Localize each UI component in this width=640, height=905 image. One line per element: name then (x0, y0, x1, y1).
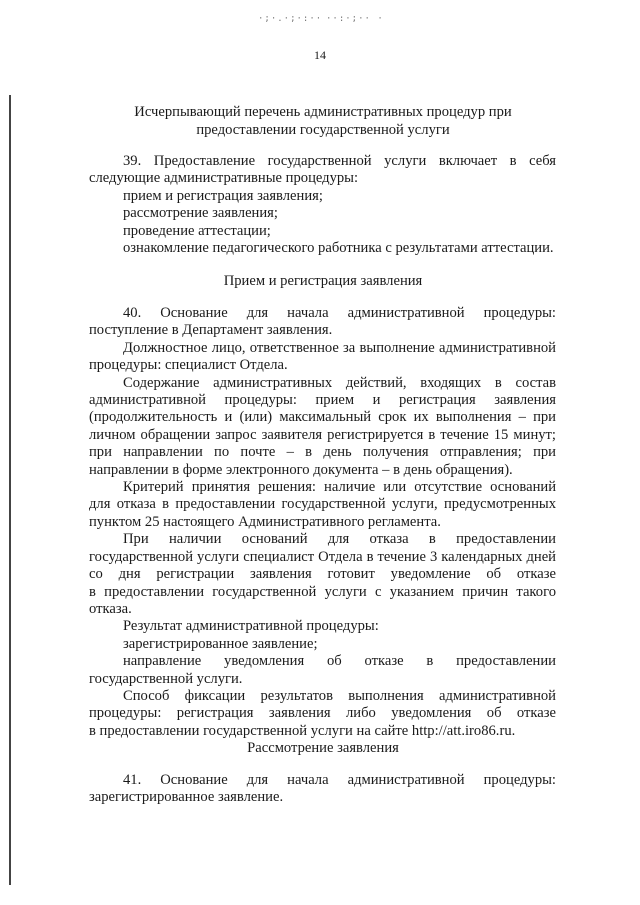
p40-line: государственной услуги специалист Отдела в течение 3 календарных дней (89, 548, 556, 565)
list-item: прием и регистрация заявления; (123, 187, 323, 204)
p40-line: Содержание административных действий, входящих в состав (123, 374, 556, 391)
list-item: рассмотрение заявления; (123, 205, 278, 222)
section-heading-review: Рассмотрение заявления (247, 740, 399, 756)
p40-line: для отказа в предоставлении государственной услуги, предусмотренных (89, 496, 556, 513)
list-item: ознакомление педагогического работника с результатами аттестации. (123, 240, 554, 257)
title-line-2: предоставлении государственной услуги (196, 122, 450, 138)
p40-line: в предоставлении государственной услуги с указанием причин такого (89, 583, 556, 600)
p40-line: личном обращении запрос заявителя регистрируется в течение 15 минут; (89, 426, 556, 443)
p40-line: При наличии оснований для отказа в предоставлении (123, 531, 556, 548)
p40-line: процедуры: специалист Отдела. (89, 357, 288, 374)
section-title (90, 103, 556, 139)
p41-line-1: 41. Основание для начала административной процедуры: (123, 772, 556, 788)
p40-line: отказа. (89, 600, 132, 617)
p40-line: при направлении по почте – в день получения отправления; при (89, 444, 556, 461)
p40-line: направление уведомления об отказе в предоставлении (123, 653, 556, 670)
p40-line: 40. Основание для начала административной процедуры: (123, 305, 556, 321)
p39-line-1: 39. Предоставление государственной услуги включает в себя (123, 153, 556, 169)
scan-mark-left: ·;·.·;·:·· (258, 14, 323, 24)
paragraph-40 (89, 305, 556, 740)
paragraph-41 (89, 772, 556, 807)
scan-left-border (9, 95, 11, 885)
p40-line: со дня регистрации заявления готовит уведомление об отказе (89, 566, 556, 583)
p40-line: Должностное лицо, ответственное за выполнение административной (123, 339, 556, 356)
p41-line-2: зарегистрированное заявление. (89, 789, 284, 806)
p40-line: зарегистрированное заявление; (123, 635, 318, 652)
list-item: проведение аттестации; (123, 222, 271, 239)
p40-line: Критерий принятия решения: наличие или отсутствие оснований (123, 479, 556, 496)
p40-line: государственной услуги. (89, 670, 243, 687)
p40-line: поступление в Департамент заявления. (89, 322, 333, 339)
paragraph-39 (89, 153, 556, 257)
p40-line: административной процедуры: прием и регистрация заявления (89, 392, 556, 409)
p40-line: процедуры: регистрация заявления либо уведомления об отказе (89, 705, 556, 722)
p40-line: пунктом 25 настоящего Административного регламента. (89, 513, 441, 530)
p40-line: Результат административной процедуры: (123, 618, 379, 635)
p39-line-2: следующие административные процедуры: (89, 170, 359, 187)
p40-line: направлении в форме электронного документа – в день обращения). (89, 461, 513, 478)
p40-line: Способ фиксации результатов выполнения административной (123, 687, 556, 704)
p40-line: в предоставлении государственной услуги на сайте http://att.iro86.ru. (89, 722, 516, 739)
title-line-1: Исчерпывающий перечень административных процедур при (134, 104, 512, 120)
p40-line: (продолжительность и (или) максимальный срок их выполнения – при (89, 409, 556, 426)
scan-mark-right: ··:·;·· · (326, 14, 384, 24)
section-heading-reception: Прием и регистрация заявления (223, 273, 423, 289)
page-number: 14 (314, 48, 326, 62)
